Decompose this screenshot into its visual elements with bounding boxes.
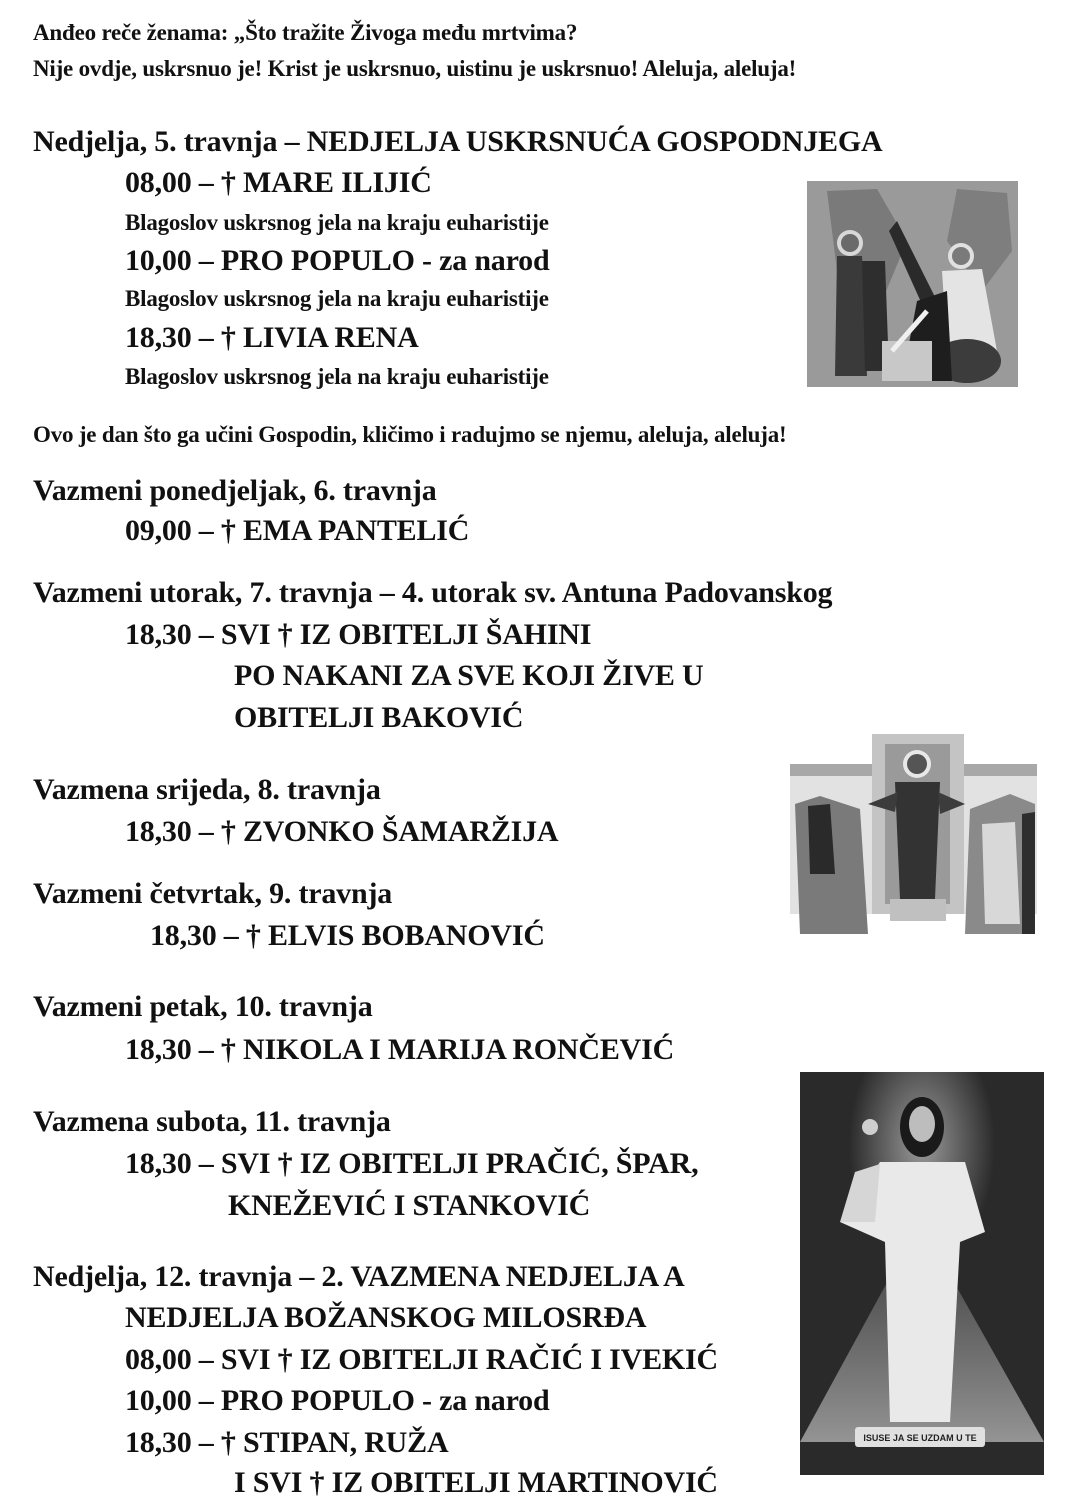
- day-heading: Vazmeni četvrtak, 9. travnja: [33, 877, 393, 910]
- mass-entry: 18,30 – SVI † IZ OBITELJI PRAČIĆ, ŠPAR,: [125, 1147, 699, 1180]
- mass-entry: 18,30 – † LIVIA RENA: [125, 321, 419, 354]
- day-heading: Vazmena srijeda, 8. travnja: [33, 773, 381, 806]
- mass-entry: 10,00 – PRO POPULO - za narod: [125, 244, 550, 277]
- apostles-icon-image: [790, 734, 1037, 938]
- mass-entry-continued: PO NAKANI ZA SVE KOJI ŽIVE U: [234, 659, 704, 692]
- mass-note: Blagoslov uskrsnog jela na kraju euharistije: [125, 286, 549, 311]
- mass-entry-continued: KNEŽEVIĆ I STANKOVIĆ: [228, 1189, 591, 1222]
- mass-entry: 18,30 – † NIKOLA I MARIJA RONČEVIĆ: [125, 1033, 675, 1066]
- mass-entry: 18,30 – † ELVIS BOBANOVIĆ: [150, 919, 545, 952]
- resurrection-icon-image: [807, 181, 1018, 387]
- mass-entry: 10,00 – PRO POPULO - za narod: [125, 1384, 550, 1417]
- mass-entry-continued: I SVI † IZ OBITELJI MARTINOVIĆ: [234, 1466, 718, 1499]
- day-subtitle: NEDJELJA BOŽANSKOG MILOSRĐA: [125, 1301, 647, 1334]
- day-heading: Vazmena subota, 11. travnja: [33, 1105, 391, 1138]
- mass-entry-continued: OBITELJI BAKOVIĆ: [234, 701, 524, 734]
- acclamation: Ovo je dan što ga učini Gospodin, kličimo i radujmo se njemu, aleluja, aleluja!: [33, 422, 787, 447]
- mass-entry: 18,30 – † STIPAN, RUŽA: [125, 1426, 449, 1459]
- mass-note: Blagoslov uskrsnog jela na kraju euharistije: [125, 210, 549, 235]
- day-heading: Nedjelja, 12. travnja – 2. VAZMENA NEDJELJA A: [33, 1260, 685, 1293]
- day-heading: Vazmeni ponedjeljak, 6. travnja: [33, 474, 437, 507]
- mass-entry: 18,30 – SVI † IZ OBITELJI ŠAHINI: [125, 618, 592, 651]
- mass-entry: 08,00 – SVI † IZ OBITELJI RAČIĆ I IVEKIĆ: [125, 1343, 718, 1376]
- day-heading: Nedjelja, 5. travnja – NEDJELJA USKRSNUĆA GOSPODNJEGA: [33, 125, 883, 158]
- mass-entry: 09,00 – † EMA PANTELIĆ: [125, 514, 470, 547]
- day-heading: Vazmeni utorak, 7. travnja – 4. utorak sv. Antuna Padovanskog: [33, 576, 833, 609]
- divine-mercy-banner: ISUSE JA SE UZDAM U TE: [863, 1433, 977, 1443]
- mass-note: Blagoslov uskrsnog jela na kraju euharistije: [125, 364, 549, 389]
- divine-mercy-image: [800, 1072, 1044, 1475]
- intro-line-2: Nije ovdje, uskrsnuo je! Krist je uskrsnuo, uistinu je uskrsnuo! Aleluja, aleluja!: [33, 56, 797, 81]
- day-heading: Vazmeni petak, 10. travnja: [33, 990, 373, 1023]
- mass-entry: 08,00 – † MARE ILIJIĆ: [125, 166, 432, 199]
- intro-line-1: Anđeo reče ženama: „Što tražite Živoga među mrtvima?: [33, 20, 578, 45]
- mass-entry: 18,30 – † ZVONKO ŠAMARŽIJA: [125, 815, 559, 848]
